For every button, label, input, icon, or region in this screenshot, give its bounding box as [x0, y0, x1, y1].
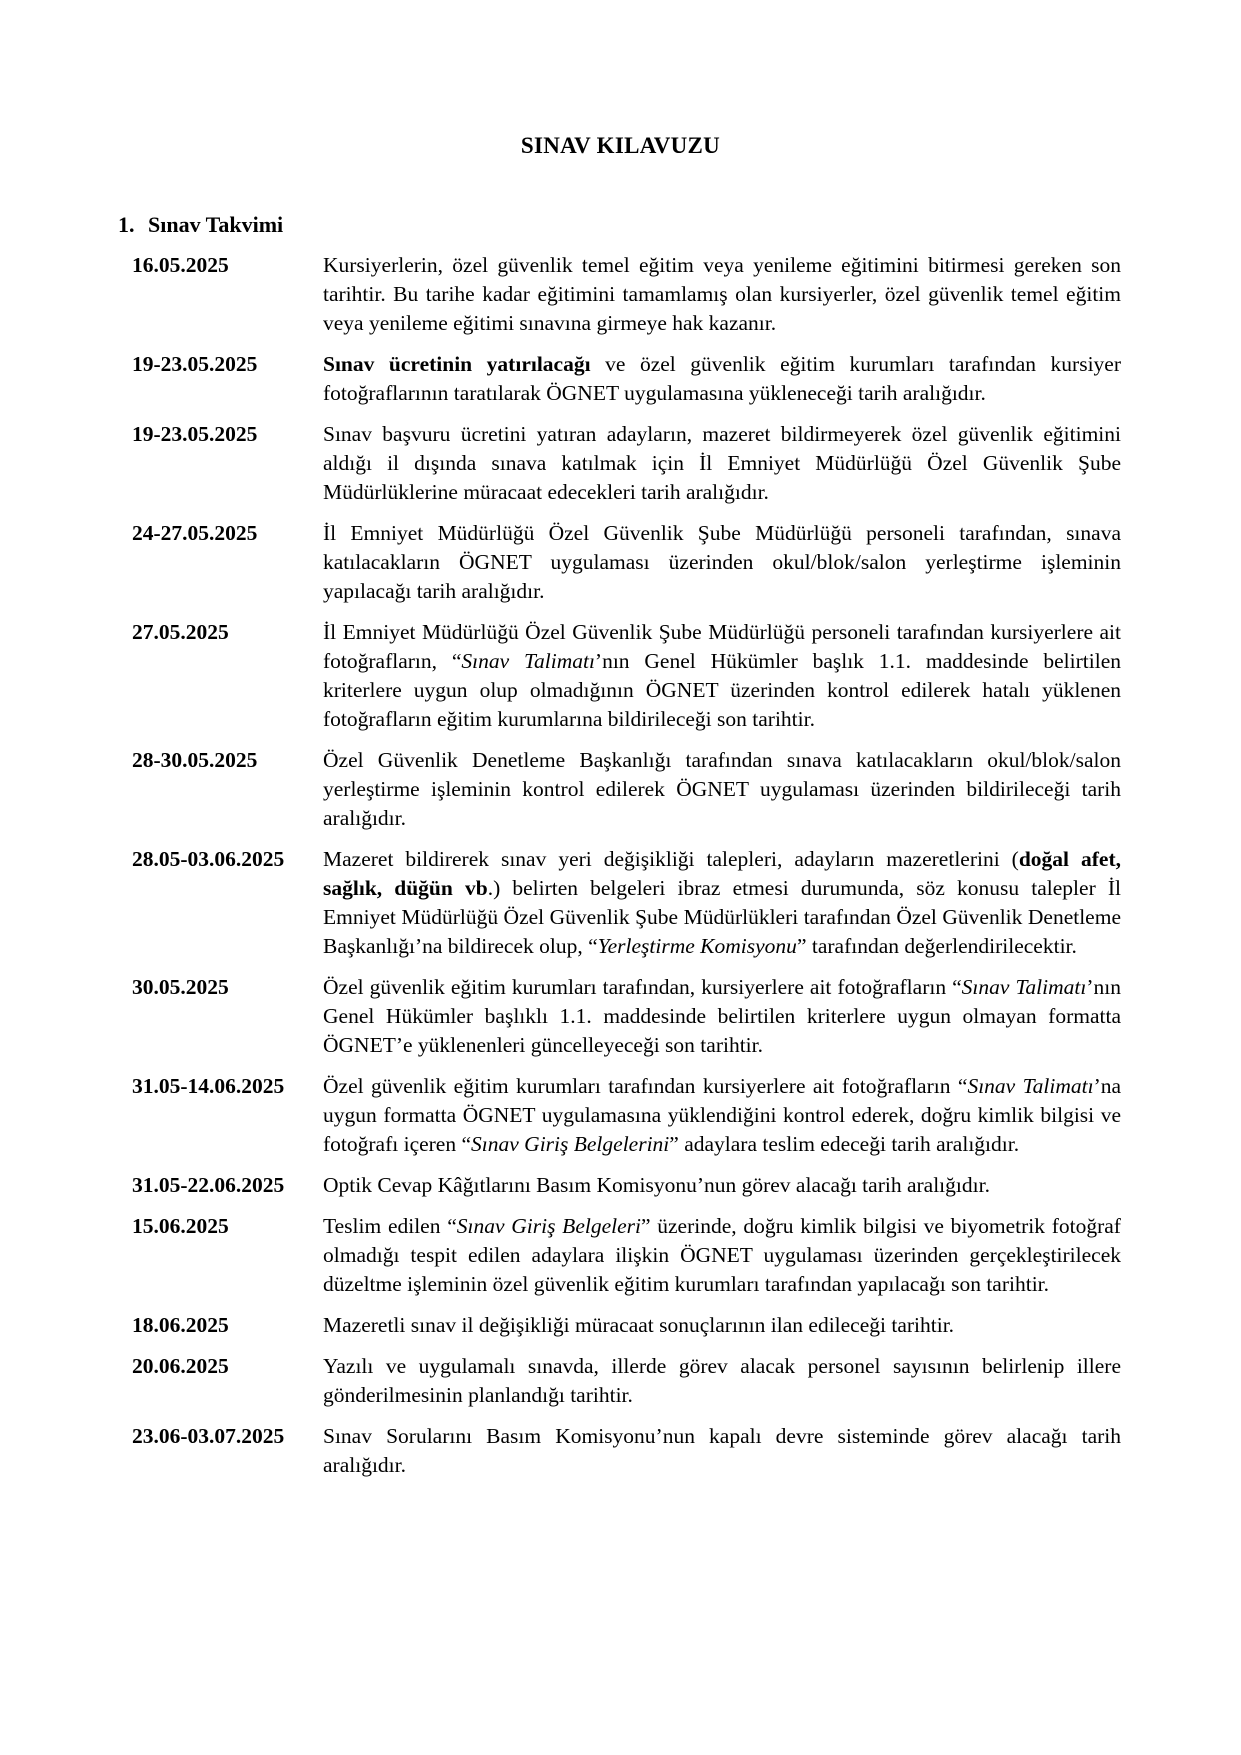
schedule-description — [323, 973, 1121, 1060]
description-text: .) belirten belgeleri ibraz etmesi durumunda, söz konusu talepler İl Emniyet Müdürlüğü Özel Güvenlik Şube Müdürlükleri tarafından Özel Güvenlik Denetleme Başkanlığı’na bildirecek olup, “ — [323, 876, 1121, 958]
schedule-description — [323, 1422, 1121, 1480]
schedule-row — [132, 973, 1122, 1060]
schedule-row — [132, 618, 1122, 734]
description-text: ’nın Genel Hükümler başlıklı 1.1. maddesinde belirtilen kriterlere uygun olmayan formatta ÖGNET’e yüklenenleri güncelleyeceği son tarihtir. — [323, 975, 1121, 1057]
description-text: ’na uygun formatta ÖGNET uygulamasına yüklendiğini kontrol ederek, doğru kimlik bilgisi ve fotoğrafı içeren “ — [323, 1074, 1122, 1156]
description-text-italic: Sınav Talimatı — [961, 975, 1087, 999]
schedule-description — [323, 420, 1121, 507]
schedule-date: 19-23.05.2025 — [132, 422, 258, 446]
schedule-date: 15.06.2025 — [132, 1214, 229, 1238]
schedule-date: 31.05-14.06.2025 — [132, 1074, 285, 1098]
schedule-row — [132, 350, 1122, 408]
section-title: Sınav Takvimi — [148, 212, 284, 237]
schedule-description — [323, 519, 1121, 606]
schedule-row — [132, 746, 1122, 833]
description-text: Özel güvenlik eğitim kurumları tarafından kursiyerlere ait fotoğrafların “ — [323, 1074, 968, 1098]
schedule-description — [323, 1171, 1121, 1200]
schedule-description — [323, 618, 1121, 734]
schedule-description — [323, 1072, 1121, 1159]
description-text-italic: Sınav Giriş Belgelerini — [471, 1132, 670, 1156]
description-text: Kursiyerlerin, özel güvenlik temel eğitim veya yenileme eğitimini bitirmesi gereken son tarihtir. Bu tarihe kadar eğitimini tamamlamış olan kursiyerler, özel güvenlik temel eğitim veya yenileme eğitimi sınavına girmeye hak kazanır. — [323, 253, 1121, 335]
schedule-list — [132, 251, 1122, 1492]
description-text-italic: Yerleştirme Komisyonu — [597, 934, 797, 958]
section-number: 1. — [118, 212, 135, 237]
schedule-date: 28-30.05.2025 — [132, 748, 258, 772]
description-text: Özel güvenlik eğitim kurumları tarafından, kursiyerlere ait fotoğrafların “ — [323, 975, 962, 999]
description-text: ” adaylara teslim edeceği tarih aralığıdır. — [669, 1132, 1020, 1156]
description-text: Mazeret bildirerek sınav yeri değişikliği talepleri, adayların mazeretlerini ( — [323, 847, 1019, 871]
description-text: Mazeretli sınav il değişikliği müracaat sonuçlarının ilan edileceği tarihtir. — [323, 1313, 955, 1337]
schedule-row — [132, 1352, 1122, 1410]
description-text: Optik Cevap Kâğıtlarını Basım Komisyonu’nun görev alacağı tarih aralığıdır. — [323, 1173, 990, 1197]
description-text: ” tarafından değerlendirilecektir. — [796, 934, 1077, 958]
schedule-date: 16.05.2025 — [132, 253, 229, 277]
schedule-date: 24-27.05.2025 — [132, 521, 258, 545]
description-text-italic: Sınav Talimatı — [967, 1074, 1094, 1098]
schedule-row — [132, 251, 1122, 338]
schedule-date: 20.06.2025 — [132, 1354, 229, 1378]
schedule-date: 27.05.2025 — [132, 620, 229, 644]
schedule-date: 18.06.2025 — [132, 1313, 229, 1337]
description-text: İl Emniyet Müdürlüğü Özel Güvenlik Şube Müdürlüğü personeli tarafından kursiyerlere ait fotoğrafların, “ — [323, 620, 1121, 673]
schedule-date: 30.05.2025 — [132, 975, 229, 999]
schedule-description — [323, 350, 1121, 408]
schedule-row — [132, 1422, 1122, 1480]
document-title: SINAV KILAVUZU — [520, 133, 721, 158]
schedule-description — [323, 251, 1121, 338]
schedule-row — [132, 519, 1122, 606]
schedule-description — [323, 1352, 1121, 1410]
description-text: Yazılı ve uygulamalı sınavda, illerde görev alacak personel sayısının belirlenip illere gönderilmesinin planlandığı tarihtir. — [323, 1354, 1121, 1407]
description-text: ve özel güvenlik eğitim kurumları tarafından kursiyer fotoğraflarının taratılarak ÖGNET uygulamasına yükleneceği tarih aralığıdır. — [323, 352, 1122, 405]
schedule-row — [132, 1212, 1122, 1299]
description-text-italic: Sınav Giriş Belgeleri — [456, 1214, 641, 1238]
description-text: Özel Güvenlik Denetleme Başkanlığı tarafından sınava katılacakların okul/blok/salon yerleştirme işleminin kontrol edilerek ÖGNET uygulaması üzerinden bildirileceği tarih aralığıdır. — [323, 748, 1121, 830]
schedule-description — [323, 845, 1121, 961]
schedule-date: 19-23.05.2025 — [132, 352, 258, 376]
schedule-date: 31.05-22.06.2025 — [132, 1173, 285, 1197]
section-heading — [118, 210, 283, 239]
schedule-description — [323, 746, 1121, 833]
description-text-italic: Sınav Talimatı — [461, 649, 595, 673]
schedule-description — [323, 1212, 1121, 1299]
schedule-date: 23.06-03.07.2025 — [132, 1424, 285, 1448]
description-text: İl Emniyet Müdürlüğü Özel Güvenlik Şube Müdürlüğü personeli tarafından, sınava katılacakların ÖGNET uygulaması üzerinden okul/blok/salon yerleştirme işleminin yapılacağı tarih aralığıdır. — [323, 521, 1121, 603]
schedule-row — [132, 420, 1122, 507]
description-text-bold: Sınav ücretinin yatırılacağı — [323, 352, 591, 376]
schedule-date: 28.05-03.06.2025 — [132, 847, 285, 871]
description-text: ’nın Genel Hükümler başlık 1.1. maddesinde belirtilen kriterlere uygun olup olmadığının ÖGNET üzerinden kontrol edilerek hatalı yüklenen fotoğrafların eğitim kurumlarına bildirileceği son tarihtir. — [323, 649, 1122, 731]
schedule-row — [132, 1072, 1122, 1159]
schedule-row — [132, 1171, 1122, 1200]
description-text: Teslim edilen “ — [323, 1214, 457, 1238]
description-text: ” üzerinde, doğru kimlik bilgisi ve biyometrik fotoğraf olmadığı tespit edilen adaylara ilişkin ÖGNET uygulaması üzerinden gerçekleştirilecek düzeltme işleminin özel güvenlik eğitim kurumları tarafından yapılacağı son tarihtir. — [323, 1214, 1121, 1296]
description-text: Sınav başvuru ücretini yatıran adayların, mazeret bildirmeyerek özel güvenlik eğitimini aldığı il dışında sınava katılmak için İl Emniyet Müdürlüğü Özel Güvenlik Şube Müdürlüklerine müracaat edecekleri tarih aralığıdır. — [323, 422, 1121, 504]
schedule-row — [132, 1311, 1122, 1340]
description-text-bold: doğal afet, sağlık, düğün vb — [323, 847, 1121, 900]
schedule-description — [323, 1311, 1121, 1340]
schedule-row — [132, 845, 1122, 961]
description-text: Sınav Sorularını Basım Komisyonu’nun kapalı devre sisteminde görev alacağı tarih aralığıdır. — [323, 1424, 1121, 1477]
